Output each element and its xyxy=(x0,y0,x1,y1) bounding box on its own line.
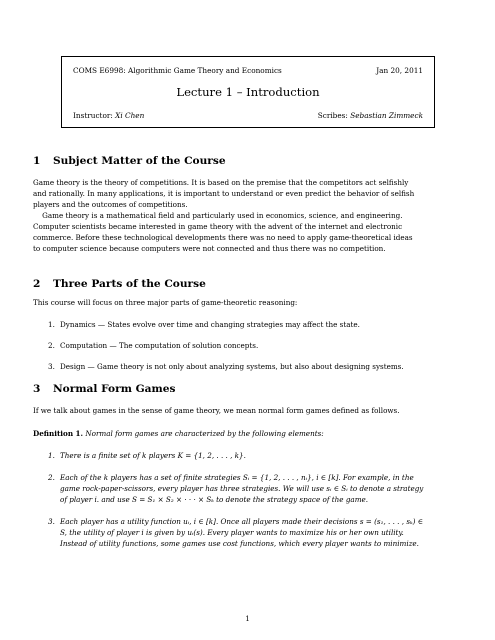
text-line: If we talk about games in the sense of game theory, we mean normal form games defined as follows. xyxy=(33,406,400,415)
section-title: Subject Matter of the Course xyxy=(53,155,226,167)
text-line: Computer scientists became interested in game theory with the advent of the internet and electronic xyxy=(33,222,403,231)
scribes-label: Scribes: xyxy=(317,111,348,120)
text-line: This course will focus on three major parts of game-theoretic reasoning: xyxy=(33,298,298,307)
list-number: 1. xyxy=(48,320,55,329)
list-item xyxy=(48,361,462,372)
section-1-heading xyxy=(33,155,226,167)
definition-item xyxy=(48,472,462,505)
section-title: Normal Form Games xyxy=(53,383,176,395)
list-text: There is a finite set of k players K = {1, 2, . . . , k}. xyxy=(60,451,246,460)
page-number: 1 xyxy=(245,614,250,623)
text-line: Game theory is a mathematical field and particularly used in economics, science, and engineering. xyxy=(33,211,403,220)
section-number: 3 xyxy=(33,383,41,395)
list-text: S, the utility of player i is given by uᵢ(s). Every player wants to maximize his or her own utility. xyxy=(60,528,404,537)
section-3-intro xyxy=(33,405,463,416)
list-text: Instead of utility functions, some games use cost functions, which every player wants to minimize. xyxy=(60,539,419,548)
instructor-label: Instructor: xyxy=(73,111,113,120)
definition-item xyxy=(48,516,462,549)
list-number: 3. xyxy=(48,517,55,526)
scribes-name: Sebastian Zimmeck xyxy=(350,111,423,120)
text-line: to computer science because computers were not connected and thus there was no competition. xyxy=(33,244,386,253)
list-item xyxy=(48,340,462,351)
scribes xyxy=(318,111,423,120)
section-number: 2 xyxy=(33,278,41,290)
list-text: Design — Game theory is not only about analyzing systems, but also about designing systems. xyxy=(60,362,404,371)
course-name: COMS E6998: Algorithmic Game Theory and Economics xyxy=(73,66,282,75)
list-text: Each player has a utility function uᵢ, i ∈ [k]. Once all players made their decisions s = (s₁, . . . , sₖ) ∈ xyxy=(60,517,424,526)
text-line: Game theory is the theory of competitions. It is based on the premise that the competitors act selfishly xyxy=(33,178,409,187)
section-title: Three Parts of the Course xyxy=(53,278,206,290)
list-text: Computation — The computation of solution concepts. xyxy=(60,341,259,350)
instructor xyxy=(73,111,144,120)
section-2-intro xyxy=(33,297,463,308)
definition xyxy=(33,429,324,438)
list-text: game rock-paper-scissors, every player has three strategies. We will use sᵢ ∈ Sᵢ to denote a strategy xyxy=(60,484,424,493)
list-number: 3. xyxy=(48,362,55,371)
text-line: players and the outcomes of competitions. xyxy=(33,200,188,209)
list-text: of player i. and use S = S₁ × S₂ × · · · × Sₖ to denote the strategy space of the game. xyxy=(60,495,369,504)
section-number: 1 xyxy=(33,155,41,167)
lecture-date: Jan 20, 2011 xyxy=(376,66,423,75)
list-number: 2. xyxy=(48,341,55,350)
lecture-header-box xyxy=(61,56,435,128)
list-text: Dynamics — States evolve over time and changing strategies may affect the state. xyxy=(60,320,360,329)
definition-item xyxy=(48,450,462,461)
list-item xyxy=(48,319,462,330)
instructor-name: Xi Chen xyxy=(115,111,145,120)
section-1-body xyxy=(33,177,463,254)
text-line: and rationally. In many applications, it is important to understand or even predict the behavior of selfish xyxy=(33,189,415,198)
section-3-heading xyxy=(33,383,175,395)
text-line: commerce. Before these technological developments there was no need to apply game-theoretical ideas xyxy=(33,233,413,242)
section-2-heading xyxy=(33,278,206,290)
list-number: 1. xyxy=(48,451,55,460)
definition-text: Normal form games are characterized by the following elements: xyxy=(85,429,324,438)
lecture-title: Lecture 1 – Introduction xyxy=(176,85,320,99)
list-number: 2. xyxy=(48,473,55,482)
list-text: Each of the k players has a set of finite strategies Sᵢ = {1, 2, . . . , nᵢ}, i ∈ [k]. For example, in the xyxy=(60,473,414,482)
definition-label: Definition 1. xyxy=(33,429,84,438)
